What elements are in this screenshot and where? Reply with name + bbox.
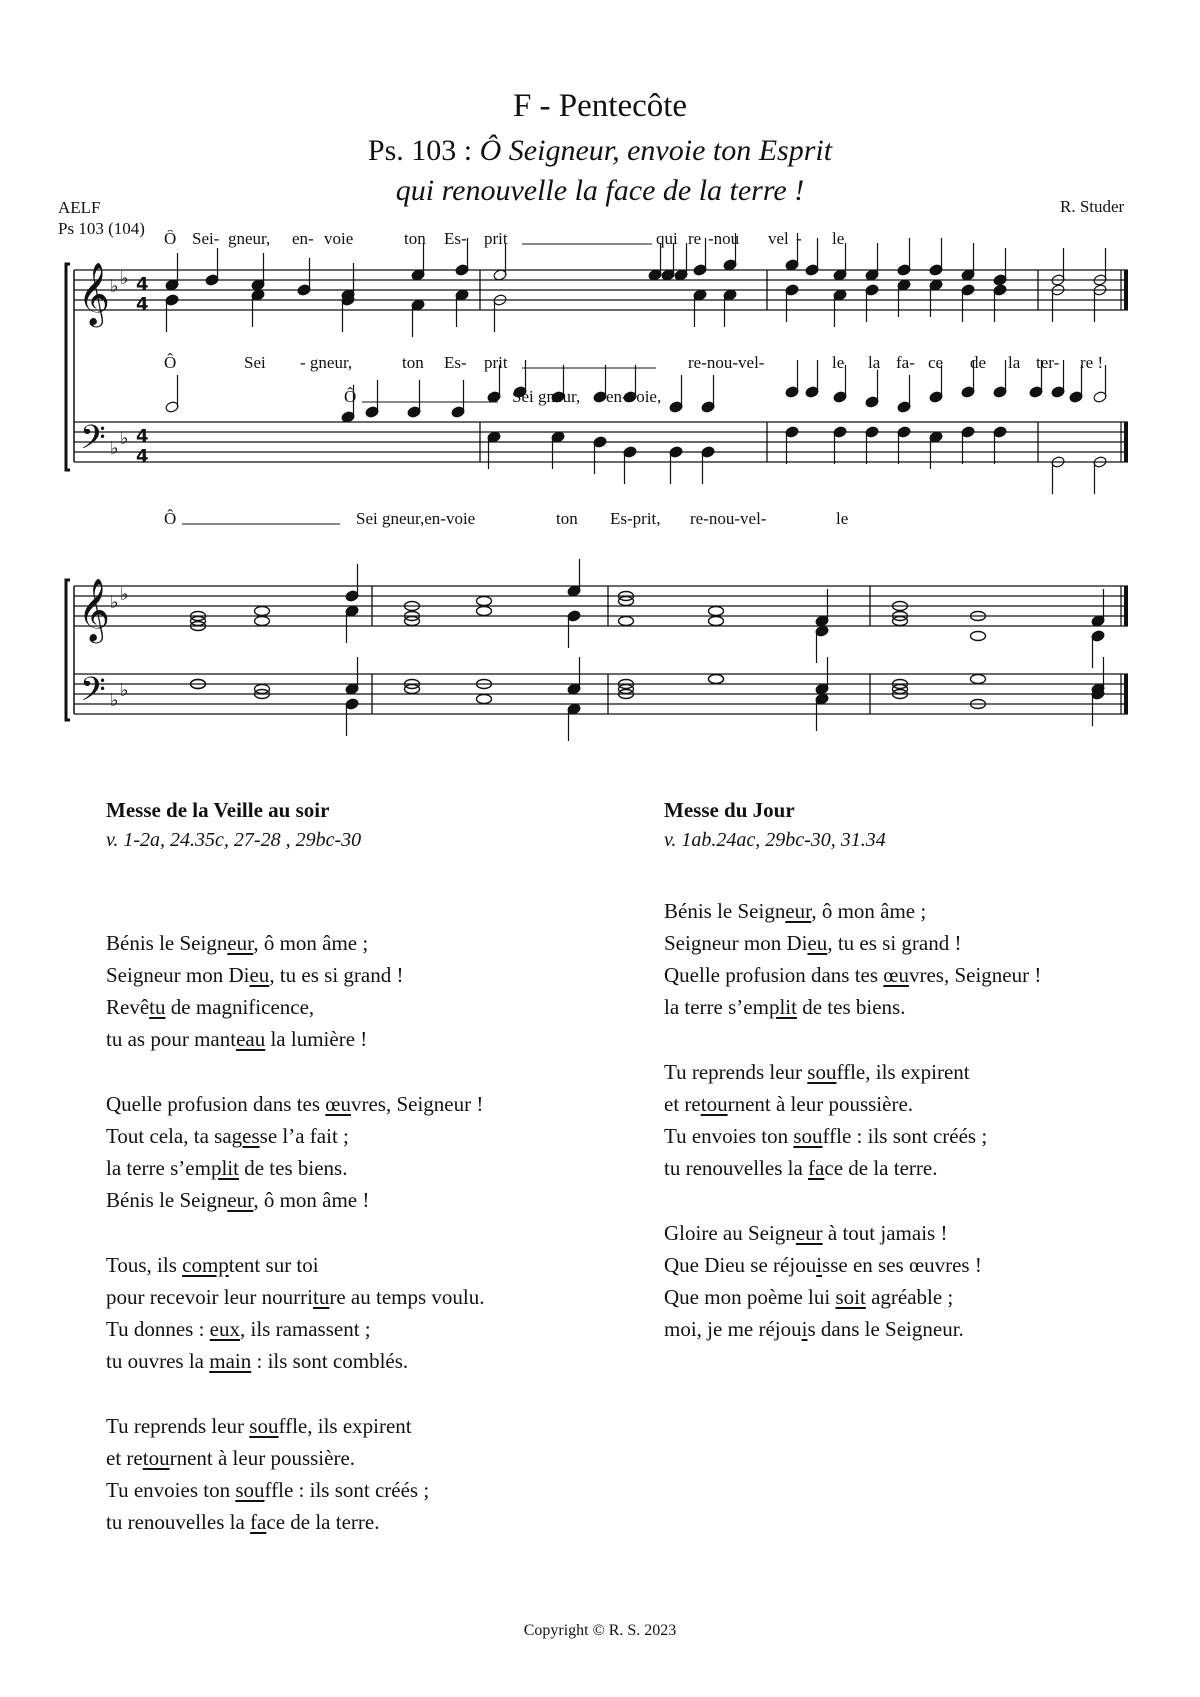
whole-note [971, 632, 986, 641]
verse-text: Bénis le Seign [106, 1188, 228, 1212]
accent-syllable: tou [142, 1446, 170, 1470]
stanza [664, 1217, 1184, 1345]
verse-line [106, 1120, 626, 1152]
flat-icon: ♭ [110, 592, 119, 613]
treble-staff-2 [74, 586, 1128, 626]
source-ref: Ps 103 (104) [58, 219, 145, 238]
verse-text: et re [664, 1092, 701, 1116]
refrain-line-1: Ô Seigneur, envoie ton Esprit [479, 134, 833, 167]
accent-syllable: sou [235, 1478, 265, 1502]
accent-syllable: œu [325, 1092, 351, 1116]
accent-syllable: eau [236, 1027, 266, 1051]
soprano-lyric: re [688, 230, 702, 248]
source-label: AELF [58, 198, 101, 217]
verse-line [664, 1120, 1184, 1152]
whole-note [255, 617, 270, 626]
verse-text: Tu envoies ton [664, 1124, 794, 1148]
soprano-lyric: ton [404, 230, 426, 248]
accent-syllable: tu [149, 995, 166, 1019]
alto-lyric: Es- [444, 353, 467, 372]
stanza-list [106, 927, 626, 1538]
accent-syllable: eu [249, 963, 270, 987]
accent-syllable: œu [883, 963, 909, 987]
soprano-lyric: vel [768, 230, 789, 248]
whole-note [477, 597, 492, 606]
alto-lyric: re-nou-vel- [688, 353, 765, 372]
verse-text: tent sur toi [228, 1253, 319, 1277]
verse-text: ffle, ils expirent [278, 1414, 412, 1438]
soprano-lyric: le [832, 230, 845, 248]
alto-lyric: le [832, 353, 845, 372]
whole-note [709, 675, 724, 684]
accent-syllable: eur [785, 899, 812, 923]
alto-lyric: la [868, 353, 881, 372]
accent-syllable: eur [795, 1221, 823, 1245]
accent-syllable: eu [807, 931, 828, 955]
verse-text: ffle : ils sont créés ; [822, 1124, 988, 1148]
accent-syllable: ges [231, 1124, 260, 1148]
verse-text: tu renouvelles la [106, 1510, 251, 1534]
whole-note [477, 607, 492, 616]
flat-icon: ♭ [120, 428, 129, 449]
verse-line [664, 1152, 1184, 1184]
verse-text: , ô mon âme ; [811, 899, 927, 923]
treble-clef-icon: 𝄞 [78, 262, 110, 325]
verse-line [106, 991, 626, 1023]
accent-syllable: sou [793, 1124, 823, 1148]
verse-text: la terre s’em [106, 1156, 211, 1180]
accent-syllable: i [801, 1317, 808, 1341]
verse-text: , ô mon âme ! [253, 1188, 370, 1212]
verse-line [106, 1281, 626, 1313]
verse-text: tu as pour mant [106, 1027, 237, 1051]
accent-syllable: comp [182, 1253, 229, 1277]
verse-line [664, 1088, 1184, 1120]
verse-line [106, 1313, 626, 1345]
alto-lyric: de [970, 353, 987, 372]
verse-text: de magnificence, [165, 995, 315, 1019]
verse-text: Seigneur mon Di [664, 931, 808, 955]
alto-lyric: ter- [1036, 353, 1060, 372]
verse-text: Que Dieu se réjou [664, 1253, 817, 1277]
verse-text: Revê [106, 995, 150, 1019]
verse-line [106, 1506, 626, 1538]
verse-text: Que mon poème lui [664, 1285, 836, 1309]
verse-text: re au temps voulu. [329, 1285, 485, 1309]
flat-icon: ♭ [120, 680, 129, 701]
verse-text: Quelle profusion dans tes [106, 1092, 326, 1116]
accent-syllable: sou [249, 1414, 279, 1438]
alto-lyric: la [1008, 353, 1021, 372]
verse-text: à tout jamais ! [822, 1221, 948, 1245]
time-signature-top: 4 [136, 426, 149, 447]
whole-note [477, 695, 492, 704]
soprano-lyric: Sei- [192, 230, 220, 248]
accent-syllable: soit [835, 1285, 866, 1309]
verse-text: vres, Seigneur ! [350, 1092, 484, 1116]
verse-text: tu ouvres la [106, 1349, 210, 1373]
refrain-line-2: qui renouvelle la face de la terre ! [395, 174, 805, 207]
section-title-day: Messe du Jour [664, 798, 795, 822]
accent-syllable: sou [807, 1060, 837, 1084]
accent-syllable: i [816, 1253, 823, 1277]
soprano-lyric: qui [656, 230, 678, 248]
verse-text: Bénis le Seign [106, 931, 228, 955]
verse-text: Quelle profusion dans tes [664, 963, 884, 987]
accent-syllable: tou [700, 1092, 728, 1116]
tenor-lyric: Sei gneur, [512, 387, 581, 406]
time-signature-bottom: 4 [136, 446, 149, 467]
verse-line [106, 1442, 626, 1474]
verse-text: , ô mon âme ; [253, 931, 369, 955]
alto-lyric: - gneur, [300, 353, 353, 372]
verse-line [106, 1410, 626, 1442]
soprano-lyric: voie [324, 230, 354, 248]
verse-text: ffle : ils sont créés ; [264, 1478, 430, 1502]
time-signature-bottom: 4 [136, 294, 149, 315]
verse-text: Tout cela, ta sa [106, 1124, 232, 1148]
flat-icon: ♭ [110, 690, 119, 711]
verse-text: la terre s’em [664, 995, 769, 1019]
verse-line [664, 991, 1184, 1023]
psalm-heading [0, 134, 1200, 168]
accent-syllable: eur [227, 1188, 254, 1212]
accent-syllable: eux [209, 1317, 240, 1341]
bass-staff-2 [74, 674, 1128, 714]
verse-line [106, 1088, 626, 1120]
verse-text: vres, Seigneur ! [908, 963, 1042, 987]
stanza [106, 1410, 626, 1538]
verse-text: ce de la terre. [824, 1156, 938, 1180]
soprano-lyric: -nou [708, 230, 740, 248]
verse-line [106, 927, 626, 959]
stanza [106, 1088, 626, 1216]
soprano-lyric: - [796, 230, 802, 248]
verse-text: , tu es si grand ! [827, 931, 962, 955]
verse-text: de tes biens. [796, 995, 906, 1019]
psalm-ref: Ps. 103 : [367, 134, 480, 167]
verse-text: Tu envoies ton [106, 1478, 236, 1502]
section-title-evening: Messe de la Veille au soir [106, 798, 330, 822]
verse-text: agréable ; [865, 1285, 954, 1309]
verse-text: sse en ses œuvres ! [822, 1253, 982, 1277]
accent-syllable: main [209, 1349, 252, 1373]
verse-line [664, 959, 1184, 991]
verse-text: la lumière ! [265, 1027, 368, 1051]
verse-line [106, 1474, 626, 1506]
soprano-lyric: Ô [164, 230, 177, 248]
alto-lyric: prit [484, 353, 508, 372]
flat-icon: ♭ [120, 268, 129, 289]
right-column [664, 795, 1184, 1345]
accent-syllable: fa [250, 1510, 267, 1534]
bass-clef-icon: 𝄢 [80, 671, 106, 717]
verse-text: Tu donnes : [106, 1317, 210, 1341]
soprano-lyric: gneur, [228, 230, 271, 248]
verse-line [664, 1217, 1184, 1249]
time-signature-top: 4 [136, 274, 149, 295]
verse-line [664, 927, 1184, 959]
stanza-list [664, 895, 1184, 1345]
verse-line [664, 1056, 1184, 1088]
bass-lyric: Sei gneur,en-voie [356, 509, 476, 528]
tenor-lyric: Ô [344, 387, 357, 406]
music-score [0, 230, 1200, 750]
alto-lyric: ton [402, 353, 424, 372]
flat-icon: ♭ [120, 584, 129, 605]
verse-line [664, 1249, 1184, 1281]
verse-text: rnent à leur poussière. [727, 1092, 914, 1116]
verse-text: Gloire au Seign [664, 1221, 796, 1245]
stanza [106, 1249, 626, 1377]
accent-syllable: plit [210, 1156, 239, 1180]
section-ref-evening: v. 1-2a, 24.35c, 27-28 , 29bc-30 [106, 829, 362, 851]
accent-syllable: plit [768, 995, 797, 1019]
bass-lyric: re-nou-vel- [690, 509, 767, 528]
verse-line [664, 1313, 1184, 1345]
soprano-lyric: en- [292, 230, 314, 248]
verse-text: s dans le Seigneur. [807, 1317, 964, 1341]
accent-syllable: eur [227, 931, 254, 955]
verse-text: : ils sont comblés. [251, 1349, 409, 1373]
whole-note [709, 617, 724, 626]
soprano-lyric: prit [484, 230, 508, 248]
alto-lyric: fa- [896, 353, 915, 372]
verse-line [664, 895, 1184, 927]
bass-lyric: le [836, 509, 849, 528]
verse-line [106, 1023, 626, 1055]
verse-text: Bénis le Seign [664, 899, 786, 923]
copyright: Copyright © R. S. 2023 [523, 1622, 677, 1639]
verse-line [106, 1184, 626, 1216]
accent-syllable: fa [808, 1156, 825, 1180]
alto-lyric: re ! [1080, 353, 1104, 372]
stanza [664, 895, 1184, 1023]
whole-note [255, 607, 270, 616]
verse-text: pour recevoir leur nourri [106, 1285, 313, 1309]
verse-text: , ils ramassent ; [240, 1317, 371, 1341]
verse-line [106, 1152, 626, 1184]
composer: R. Studer [1060, 197, 1125, 216]
section-ref-day: v. 1ab.24ac, 29bc-30, 31.34 [664, 829, 886, 851]
verse-text: Tu reprends leur [664, 1060, 808, 1084]
left-column [106, 795, 626, 1538]
verse-text: ffle, ils expirent [836, 1060, 970, 1084]
stanza [106, 927, 626, 1055]
tenor-lyric: en-voie, [606, 387, 662, 406]
alto-lyric: ce [928, 353, 944, 372]
bass-lyric: ton [556, 509, 578, 528]
verse-line [106, 1345, 626, 1377]
whole-note [709, 607, 724, 616]
whole-note [619, 617, 634, 626]
bass-lyric: Es-prit, [610, 509, 661, 528]
verse-text: se l’a fait ; [259, 1124, 349, 1148]
verse-text: moi, je me réjou [664, 1317, 802, 1341]
verse-text: Seigneur mon Di [106, 963, 250, 987]
verse-text: ce de la terre. [266, 1510, 380, 1534]
verse-text: Tu reprends leur [106, 1414, 250, 1438]
verse-text: rnent à leur poussière. [169, 1446, 356, 1470]
verse-line [664, 1281, 1184, 1313]
flat-icon: ♭ [110, 438, 119, 459]
verse-line [106, 959, 626, 991]
verse-text: de tes biens. [238, 1156, 348, 1180]
accent-syllable: tu [313, 1285, 330, 1309]
verse-text: Tous, ils [106, 1253, 183, 1277]
alto-lyric: Sei [244, 353, 266, 372]
stanza [664, 1056, 1184, 1184]
verse-text: tu renouvelles la [664, 1156, 809, 1180]
whole-note [971, 675, 986, 684]
soprano-lyric: Es- [444, 230, 467, 248]
verse-text: , tu es si grand ! [269, 963, 404, 987]
bass-clef-icon: 𝄢 [80, 419, 106, 465]
treble-clef-icon: 𝄞 [78, 578, 110, 641]
page-title: F - Pentecôte [512, 88, 688, 124]
flat-icon: ♭ [110, 276, 119, 297]
verse-line [106, 1249, 626, 1281]
verse-text: et re [106, 1446, 143, 1470]
bass-lyric: Ô [164, 509, 177, 528]
alto-lyric: Ô [164, 353, 177, 372]
